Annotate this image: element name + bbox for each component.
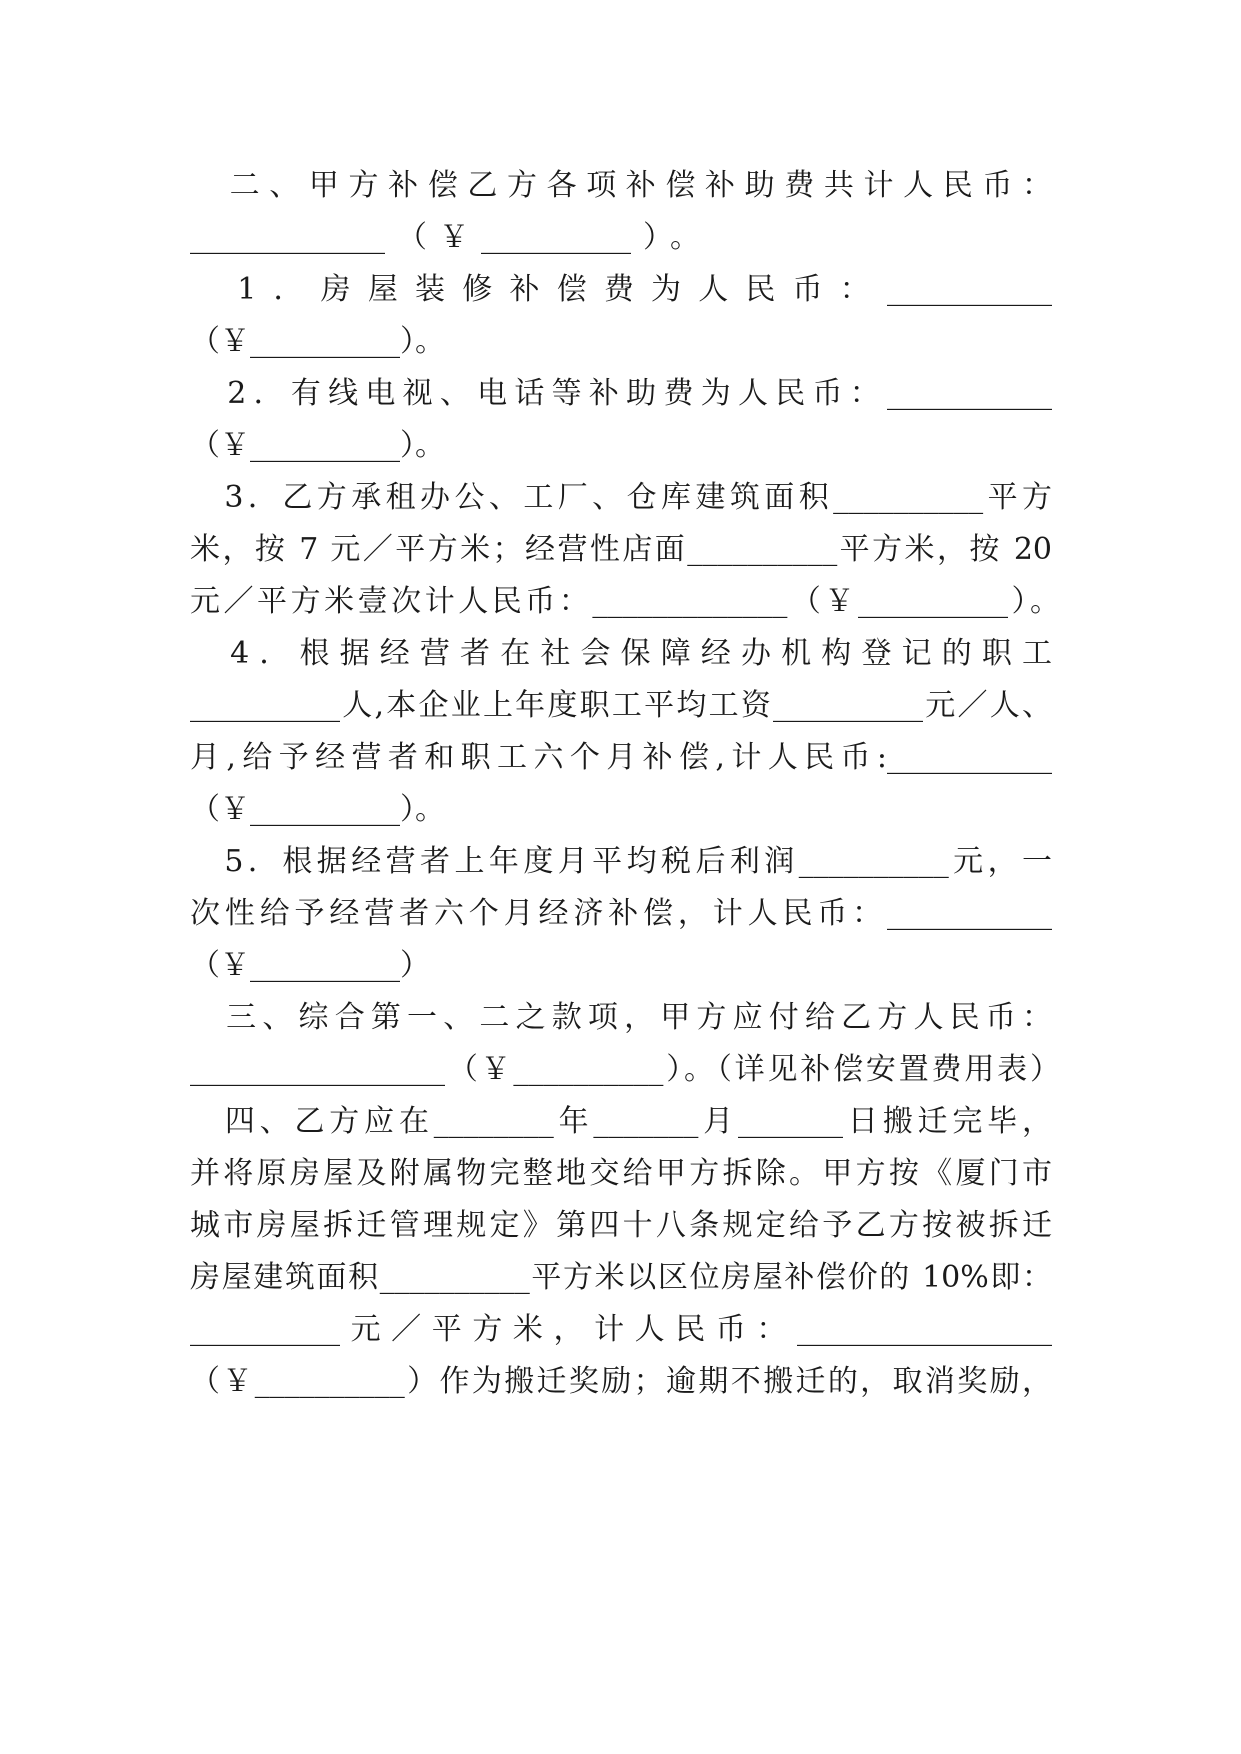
item-4-line-3: 月,给予经营者和职工六个月补偿,计人民币:___________ <box>190 740 1052 775</box>
item-4-line-2: __________人,本企业上年度职工平均工资__________元／人、 <box>190 688 1052 723</box>
clause-4-line-2: 并将原房屋及附属物完整地交给甲方拆除。甲方按《厦门市 <box>190 1156 1052 1191</box>
item-2-amount: （￥__________）。 <box>190 428 445 463</box>
item-1-amount: （￥__________）。 <box>190 324 445 359</box>
clause-2-heading: 二、甲方补偿乙方各项补偿补助费共计人民币： <box>190 168 1052 203</box>
item-1-text: 1．房屋装修补偿费为人民币：___________ <box>190 272 1052 307</box>
clause-3-heading: 三、综合第一、二之款项，甲方应付给乙方人民币： <box>190 1000 1052 1035</box>
clause-2-amount: _____________（￥__________）。 <box>190 220 700 255</box>
item-3-line-2: 米，按 7 元／平方米；经营性店面__________平方米，按 20 <box>190 532 1052 567</box>
item-5-line-1: 5．根据经营者上年度月平均税后利润__________元，一 <box>190 844 1052 879</box>
clause-3-amount: _________________（￥__________）。（详见补偿安置费用表） <box>190 1052 1060 1087</box>
item-5-amount: （￥__________） <box>190 948 430 983</box>
item-3-line-1: 3．乙方承租办公、工厂、仓库建筑面积__________平方 <box>190 480 1052 515</box>
item-3-line-3: 元／平方米壹次计人民币：_____________（￥__________）。 <box>190 584 1060 619</box>
item-4-amount: （￥__________）。 <box>190 792 445 827</box>
clause-4-line-1: 四、乙方应在________年_______月_______日搬迁完毕， <box>190 1104 1052 1139</box>
clause-4-line-3: 城市房屋拆迁管理规定》第四十八条规定给予乙方按被拆迁 <box>190 1208 1052 1243</box>
clause-4-line-5: __________元／平方米，计人民币：_________________ <box>190 1312 1052 1347</box>
item-5-line-2: 次性给予经营者六个月经济补偿，计人民币：___________ <box>190 896 1052 931</box>
item-2-text: 2．有线电视、电话等补助费为人民币：___________ <box>190 376 1052 411</box>
item-4-line-1: 4．根据经营者在社会保障经办机构登记的职工 <box>190 636 1052 671</box>
clause-4-line-4: 房屋建筑面积__________平方米以区位房屋补偿价的 10%即： <box>190 1260 1052 1295</box>
clause-4-line-6: （￥__________）作为搬迁奖励；逾期不搬迁的，取消奖励， <box>190 1364 1052 1399</box>
